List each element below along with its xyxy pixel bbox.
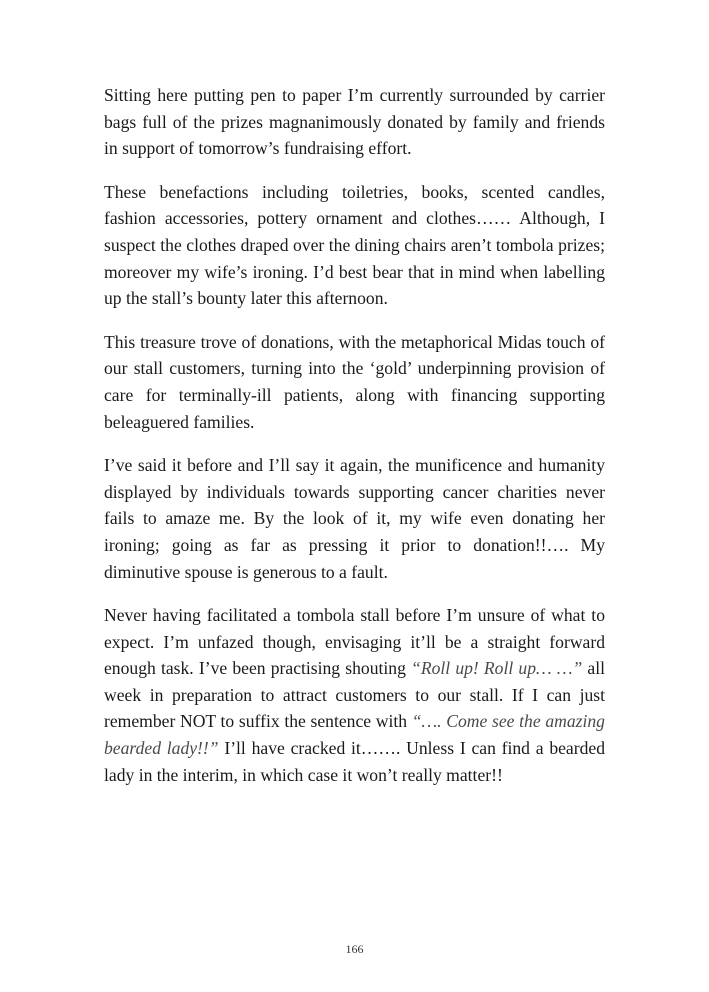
quote-roll-up: “Roll up! Roll up… …” — [411, 658, 583, 679]
body-text — [104, 82, 605, 788]
paragraph-5-part-2: all week in preparation to attract customers to our stall. If I can just remember NOT to suffix the sentence with — [104, 658, 605, 732]
paragraph-4: I’ve said it before and I’ll say it again, the munificence and humanity displayed by individuals towards supporting cancer charities never fails to amaze me. By the look of it, my wife even donating her ironing; going as far as pressing it prior to donation!!…. My diminutive spouse is generous to a fault. — [104, 455, 605, 582]
paragraph-2: These benefactions including toiletries, books, scented candles, fashion accessories, pottery ornament and clothes…… Although, I suspect the clothes draped over the dining chairs aren’t tombola prizes; moreover my wife’s ironing. I’d best bear that in mind when labelling up the stall’s bounty later this afternoon. — [104, 181, 605, 309]
quote-bearded-lady: “…. Come see the amazing bearded lady!!” — [104, 711, 605, 759]
page-number: 166 — [345, 942, 364, 956]
paragraph-1: Sitting here putting pen to paper I’m currently surrounded by carrier bags full of the prizes magnanimously donated by family and friends in support of tomorrow’s fundraising effort. — [104, 85, 605, 159]
paragraph-3: This treasure trove of donations, with the metaphorical Midas touch of our stall customers, turning into the ‘gold’ underpinning provision of care for terminally-ill patients, along with financing supporting beleaguered families. — [104, 331, 605, 432]
paragraph-5 — [104, 602, 605, 788]
paragraph-5-part-3: I’ll have cracked it……. Unless I can find a bearded lady in the interim, in which case it won’t really matter!! — [104, 738, 605, 785]
paragraph-5-part-1: Never having facilitated a tombola stall before I’m unsure of what to expect. I’m unfazed though, envisaging it’ll be a straight forward enough task. I’ve been practising shouting — [104, 605, 605, 679]
